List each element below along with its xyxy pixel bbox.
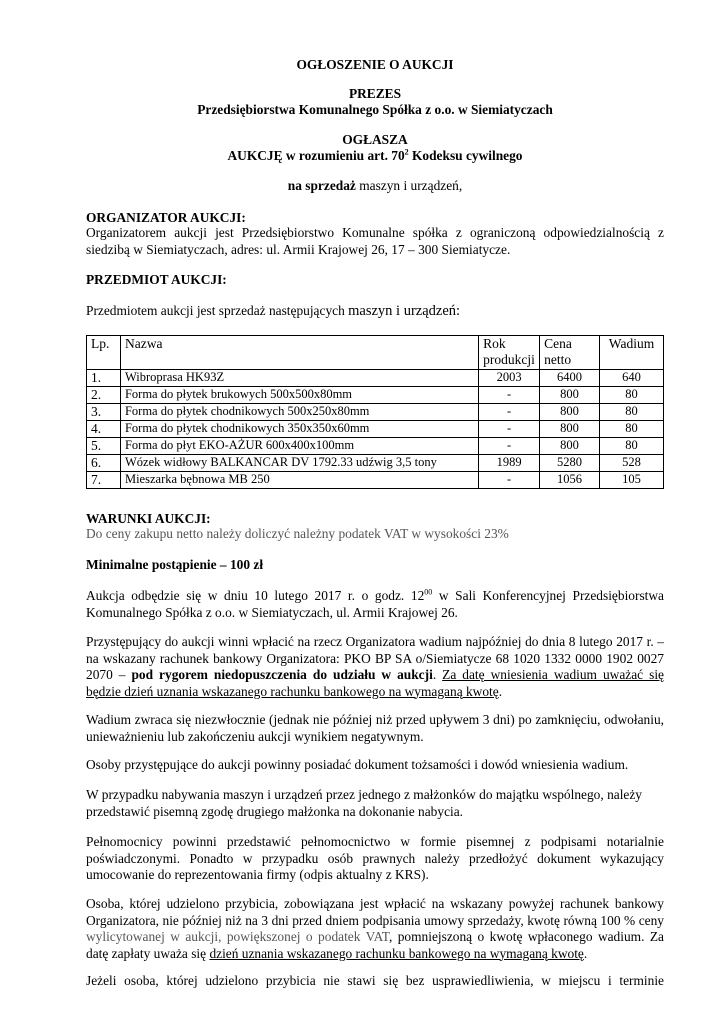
auction-date-paragraph: Aukcja odbędzie się w dniu 10 lutego 2017 r. o godz. $12^{00}$ w Sali Konferencyjnej Przedsiębiorstwa Komunalnego Spółka z o.o. w Siemiatyczach, ul. Armii Krajowej 26.	[86, 587, 664, 620]
row-price: 1056	[540, 472, 600, 489]
row-price: 5280	[540, 455, 600, 472]
minimum-step: Minimalne postąpienie – 100 zł	[86, 557, 264, 572]
header-year: Rok produkcji	[479, 336, 540, 370]
deposit-paragraph: Przystępujący do aukcji winni wpłacić na rzecz Organizatora wadium najpóźniej do dnia 8 lutego 2017 r. – na wskazany rachunek bankowy Organizatora: PKO BP SA o/Siemiatycze 68 1020 1332 0000 1902 0027 2070 – pod rygorem niedopuszczenia do udziału w aukcji. Za datę wniesienia wadium uważać się będzie dzień uznania wskazanego rachunku bankowego na wymaganą kwotę.	[86, 634, 664, 699]
row-deposit: 80	[600, 387, 664, 404]
row-lp: 2.	[87, 387, 121, 404]
row-deposit: 528	[600, 455, 664, 472]
table-row	[87, 370, 664, 387]
row-lp: 5.	[87, 438, 121, 455]
row-price: 800	[540, 404, 600, 421]
row-year: -	[479, 472, 540, 489]
row-year: -	[479, 421, 540, 438]
row-deposit: 105	[600, 472, 664, 489]
row-year: 1989	[479, 455, 540, 472]
row-name: Mieszarka bębnowa MB 250	[120, 472, 478, 489]
row-name: Wibroprasa HK93Z	[120, 370, 478, 387]
organizer-text: Organizatorem aukcji jest Przedsiębiorstwo Komunalne spółka z ograniczoną odpowiedzialnością z siedzibą w Siemiatyczach, adres: ul. Armii Krajowej 26, 17 – 300 Siemiatycze.	[86, 225, 664, 257]
row-lp: 6.	[87, 455, 121, 472]
row-name: Forma do płytek chodnikowych 350x350x60mm	[120, 421, 478, 438]
row-deposit: 80	[600, 438, 664, 455]
header-line-auction-basis: AUKCJĘ w rozumieniu art. $70^2$ Kodeksu cywilnego	[227, 147, 523, 163]
row-year: -	[479, 438, 540, 455]
header-line-prezes: PREZES	[348, 86, 402, 101]
row-name: Forma do płyt EKO-AŻUR 600x400x100mm	[120, 438, 478, 455]
row-lp: 4.	[87, 421, 121, 438]
header-lp: Lp.	[87, 336, 121, 370]
table-row	[87, 387, 664, 404]
row-name: Forma do płytek chodnikowych 500x250x80mm	[120, 404, 478, 421]
row-deposit: 640	[600, 370, 664, 387]
row-deposit: 80	[600, 421, 664, 438]
payment-paragraph: Osoba, której udzielono przybicia, zobowiązana jest wpłacić na wskazany powyżej rachunek bankowy Organizatora, nie później niż na 3 dni przed dniem podpisania umowy sprzedaży, kwotę równą 100 % ceny wylicytowanej w aukcji, powiększonej o podatek VAT, pomniejszoną o kwotę wpłaconego wadium. Za datę zapłaty uważa się dzień uznania wskazanego rachunku bankowego na wymaganą kwotę.	[86, 896, 664, 961]
spouses-paragraph: W przypadku nabywania maszyn i urządzeń przez jednego z małżonków do majątku wspólnego, należy przedstawić pisemną zgodę drugiego małżonka na dokonanie nabycia.	[86, 787, 643, 819]
subject-intro: Przedmiotem aukcji jest sprzedaż następujących maszyn i urządzeń:	[86, 303, 461, 319]
table-row	[87, 455, 664, 472]
row-year: -	[479, 387, 540, 404]
conditions-heading: WARUNKI AUKCJI:	[86, 511, 211, 526]
row-year: 2003	[479, 370, 540, 387]
row-lp: 3.	[87, 404, 121, 421]
header-price: Cena netto	[540, 336, 600, 370]
identity-paragraph: Osoby przystępujące do aukcji powinny posiadać dokument tożsamości i dowód wniesienia wadium.	[86, 757, 629, 772]
row-name: Wózek widłowy BALKANCAR DV 1792.33 udźwig 3,5 tony	[120, 455, 478, 472]
deposit-return-paragraph: Wadium zwraca się niezwłocznie (jednak nie później niż przed upływem 3 dni) po zamknięciu, odwołaniu, unieważnieniu lub zakończeniu aukcji wynikiem negatywnym.	[86, 712, 664, 744]
proxies-paragraph: Pełnomocnicy powinni przedstawić pełnomocnictwo w formie pisemnej z podpisami notarialnie poświadczonymi. Ponadto w przypadku osób prawnych należy przedłożyć dokument wykazujący umocowanie do reprezentowania firmy (odpis aktualny z KRS).	[86, 834, 664, 882]
row-name: Forma do płytek brukowych 500x500x80mm	[120, 387, 478, 404]
row-price: 800	[540, 438, 600, 455]
items-table	[86, 335, 664, 489]
last-paragraph: Jeżeli osoba, której udzielono przybicia nie stawi się bez usprawiedliwienia, w miejscu i terminie	[86, 973, 664, 988]
row-lp: 7.	[87, 472, 121, 489]
header-name: Nazwa	[120, 336, 478, 370]
row-deposit: 80	[600, 404, 664, 421]
row-price: 800	[540, 421, 600, 438]
row-year: -	[479, 404, 540, 421]
table-row	[87, 421, 664, 438]
vat-note: Do ceny zakupu netto należy doliczyć należny podatek VAT w wysokości 23%	[86, 526, 509, 541]
table-row	[87, 404, 664, 421]
subject-heading: PRZEDMIOT AUKCJI:	[86, 272, 227, 287]
document-title: OGŁOSZENIE O AUKCJI	[296, 57, 454, 72]
organizer-heading: ORGANIZATOR AUKCJI:	[86, 210, 246, 225]
header-deposit: Wadium	[600, 336, 664, 370]
table-header-row	[87, 336, 664, 370]
row-price: 6400	[540, 370, 600, 387]
header-line-oglasza: OGŁASZA	[342, 132, 408, 147]
row-price: 800	[540, 387, 600, 404]
table-row	[87, 438, 664, 455]
header-line-company: Przedsiębiorstwa Komunalnego Spółka z o.o. w Siemiatyczach	[197, 102, 553, 117]
row-lp: 1.	[87, 370, 121, 387]
table-row	[87, 472, 664, 489]
header-line-sale-subject: na sprzedaż maszyn i urządzeń,	[287, 178, 463, 193]
